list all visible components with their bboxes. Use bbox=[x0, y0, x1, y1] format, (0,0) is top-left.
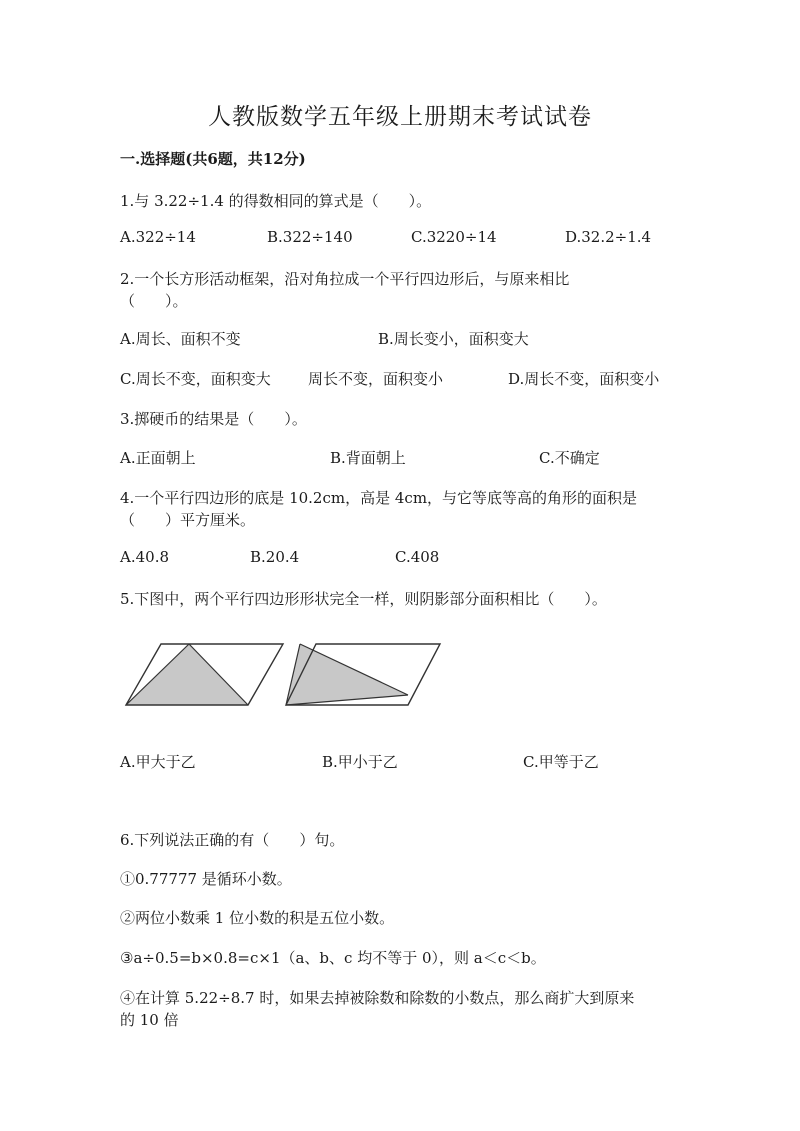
question-2-stem-line-1: 2.一个长方形活动框架，沿对角拉成一个平行四边形后，与原来相比 bbox=[120, 270, 570, 288]
question-4-option-a: A.40.8 bbox=[120, 548, 169, 566]
section-heading: 一.选择题(共6题，共12分) bbox=[120, 150, 306, 168]
question-6-statement-4-line-1: ④在计算 5.22÷8.7 时，如果去掉被除数和除数的小数点，那么商扩大到原来 bbox=[120, 989, 635, 1007]
question-2-option-d: D.周长不变，面积变小 bbox=[508, 370, 660, 388]
question-1-option-b: B.322÷140 bbox=[267, 228, 353, 246]
question-2-option-c: C.周长不变，面积变大 bbox=[120, 370, 271, 388]
question-1-option-c: C.3220÷14 bbox=[411, 228, 497, 246]
question-3-option-b: B.背面朝上 bbox=[330, 449, 406, 467]
question-4-stem-line-2: （ ）平方厘米。 bbox=[120, 511, 256, 529]
question-2-option-extra: 周长不变，面积变小 bbox=[308, 370, 444, 388]
question-6-stem: 6.下列说法正确的有（ ）句。 bbox=[120, 831, 345, 849]
parallelogram-right bbox=[286, 644, 440, 705]
question-5-option-c: C.甲等于乙 bbox=[523, 753, 599, 771]
question-6-statement-3: ③a÷0.5=b×0.8=c×1（a、b、c 均不等于 0），则 a＜c＜b。 bbox=[120, 949, 546, 967]
question-1-stem: 1.与 3.22÷1.4 的得数相同的算式是（ ）。 bbox=[120, 192, 432, 210]
question-3-option-c: C.不确定 bbox=[539, 449, 600, 467]
question-5-stem: 5.下图中，两个平行四边形形状完全一样，则阴影部分面积相比（ ）。 bbox=[120, 590, 607, 608]
question-5-option-a: A.甲大于乙 bbox=[120, 753, 196, 771]
parallelogram-figure bbox=[120, 638, 450, 710]
question-3-stem: 3.掷硬币的结果是（ ）。 bbox=[120, 410, 307, 428]
question-6-statement-1: ①0.77777 是循环小数。 bbox=[120, 870, 292, 888]
question-2-option-b: B.周长变小，面积变大 bbox=[378, 330, 529, 348]
question-4-option-c: C.408 bbox=[395, 548, 440, 566]
page-title: 人教版数学五年级上册期末考试试卷 bbox=[208, 104, 592, 130]
question-1-option-a: A.322÷14 bbox=[120, 228, 196, 246]
question-4-option-b: B.20.4 bbox=[250, 548, 300, 566]
question-5-option-b: B.甲小于乙 bbox=[322, 753, 398, 771]
question-3-option-a: A.正面朝上 bbox=[120, 449, 196, 467]
parallelogram-left bbox=[126, 644, 283, 705]
question-2-option-a: A.周长、面积不变 bbox=[120, 330, 241, 348]
question-6-statement-2: ②两位小数乘 1 位小数的积是五位小数。 bbox=[120, 909, 395, 927]
question-2-stem-line-2: （ ）。 bbox=[120, 292, 188, 310]
shaded-triangle-right bbox=[286, 644, 408, 705]
question-6-statement-4-line-2: 的 10 倍 bbox=[120, 1011, 179, 1029]
question-4-stem-line-1: 4.一个平行四边形的底是 10.2cm，高是 4cm，与它等底等高的角形的面积是 bbox=[120, 489, 638, 507]
question-1-option-d: D.32.2÷1.4 bbox=[565, 228, 652, 246]
